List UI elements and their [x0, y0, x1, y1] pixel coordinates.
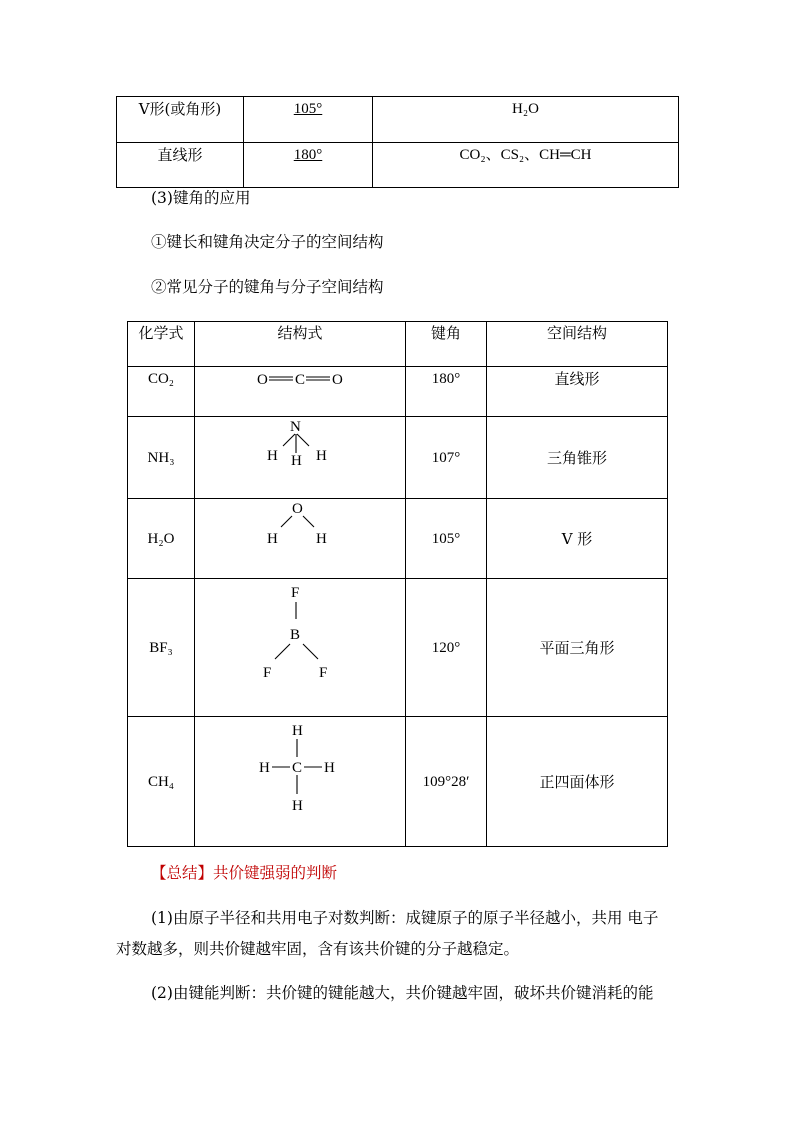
atom-label: O [332, 372, 343, 388]
atom-label: H [316, 531, 327, 547]
angle-cell: 105° [244, 97, 373, 143]
angle-cell: 107° [406, 417, 487, 499]
summary-paragraph-2: (2)由键能判断：共价键的键能越大，共价键越牢固，破坏共价键消耗的能 [151, 984, 654, 1002]
example-cell: CO₂、CS₂、CH═CH [373, 143, 679, 188]
atom-label: C [292, 760, 303, 776]
atom-label: C [295, 372, 306, 388]
table-header-row [128, 322, 668, 367]
ch4-structure [195, 717, 405, 841]
structure-cell [195, 367, 406, 417]
formula-cell: BF₃ [128, 579, 195, 717]
angle-cell: 109°28′ [406, 717, 487, 847]
atom-label: F [319, 665, 328, 681]
structure-cell [195, 499, 406, 579]
shape-cell: V 形 [487, 499, 668, 579]
structure-cell [195, 417, 406, 499]
shape-cell: 三角锥形 [487, 417, 668, 499]
atom-label: H [291, 453, 302, 469]
atom-label: H [316, 448, 327, 464]
atom-label: H [267, 448, 278, 464]
angle-cell: 180° [406, 367, 487, 417]
structure-cell [195, 579, 406, 717]
formula-cell: NH₃ [128, 417, 195, 499]
atom-label: N [290, 419, 301, 435]
column-header: 结构式 [195, 322, 406, 367]
shape-cell: 平面三角形 [487, 579, 668, 717]
table-row [128, 499, 668, 579]
summary-paragraph-1-cont: 对数越多，则共价键越牢固，含有该共价键的分子越稳定。 [116, 940, 520, 958]
shape-cell: 直线形 [487, 367, 668, 417]
angle-cell: 105° [406, 499, 487, 579]
summary-title: 【总结】共价键强弱的判断 [151, 864, 338, 882]
atom-label: O [292, 501, 303, 517]
shape-cell: 正四面体形 [487, 717, 668, 847]
example-cell: H₂O [373, 97, 679, 143]
atom-label: H [267, 531, 278, 547]
column-header: 空间结构 [487, 322, 668, 367]
angle-cell: 120° [406, 579, 487, 717]
atom-label: B [290, 627, 301, 643]
column-header: 键角 [406, 322, 487, 367]
formula-cell: CH₄ [128, 717, 195, 847]
table-row [128, 579, 668, 717]
angle-cell: 180° [244, 143, 373, 188]
shape-cell: 直线形 [117, 143, 244, 188]
list-item: ②常见分子的键角与分子空间结构 [151, 278, 384, 296]
column-header: 化学式 [128, 322, 195, 367]
table-row [128, 717, 668, 847]
formula-cell: CO₂ [128, 367, 195, 417]
summary-paragraph-1: (1)由原子半径和共用电子对数判断：成键原子的原子半径越小，共用 电子 [151, 909, 659, 927]
bf3-structure [195, 579, 405, 711]
table-row [117, 97, 679, 143]
atom-label: H [292, 723, 303, 739]
bond-angle-table [127, 321, 668, 847]
atom-label: O [257, 372, 268, 388]
formula-cell: H₂O [128, 499, 195, 579]
geometry-table [116, 96, 679, 188]
shape-cell: V形(或角形) [117, 97, 244, 143]
co2-structure [195, 367, 405, 411]
atom-label: F [291, 585, 300, 601]
h2o-structure [195, 499, 405, 573]
table-row [128, 367, 668, 417]
section-heading: (3)键角的应用 [151, 189, 251, 207]
table-row [117, 143, 679, 188]
nh3-structure [195, 417, 405, 493]
table-row [128, 417, 668, 499]
atom-label: H [259, 760, 270, 776]
atom-label: F [263, 665, 272, 681]
atom-label: H [292, 798, 303, 814]
structure-cell [195, 717, 406, 847]
list-item: ①键长和键角决定分子的空间结构 [151, 233, 384, 251]
atom-label: H [324, 760, 335, 776]
